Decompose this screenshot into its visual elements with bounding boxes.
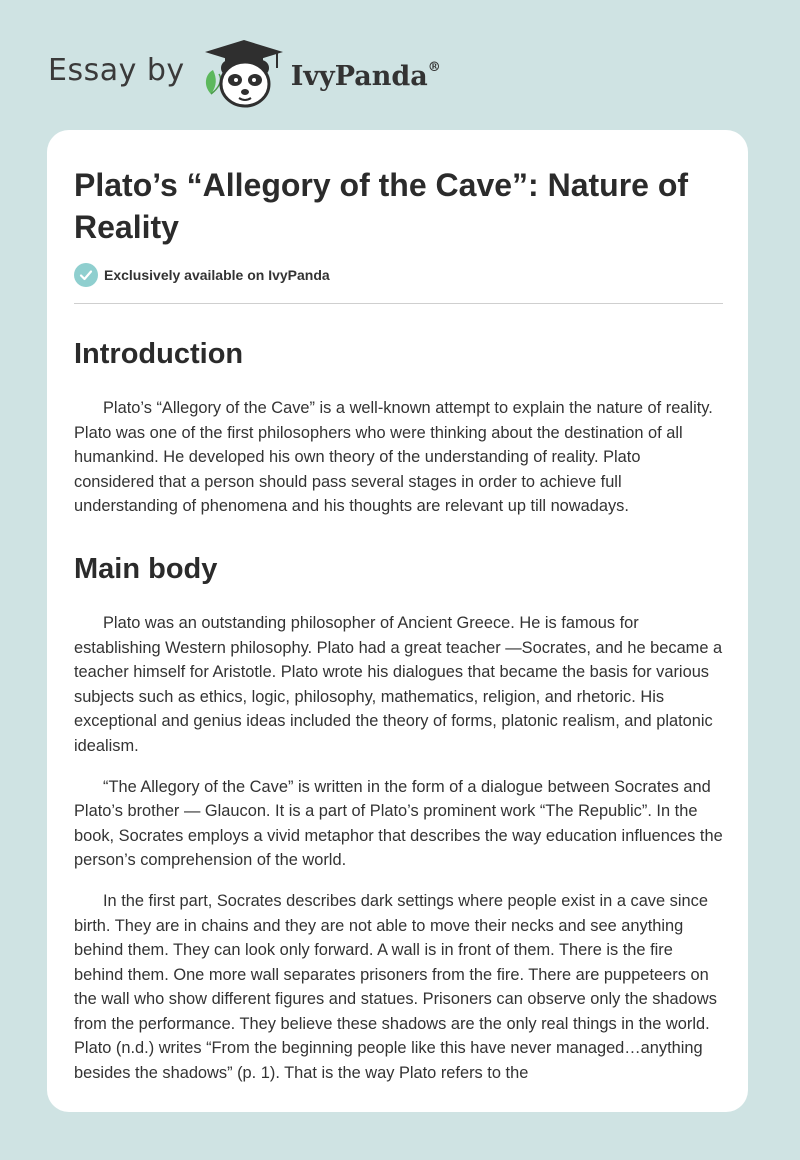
page-title: Plato’s “Allegory of the Cave”: Nature of Reality bbox=[74, 167, 689, 245]
paragraph: “The Allegory of the Cave” is written in the form of a dialogue between Socrates and Plato’s brother — Glaucon. It is a part of Plato’s prominent work “The Republic”. In the book, Socrates employs a vivid metaphor that describes the way education influences the person’s comprehension of the world. bbox=[74, 777, 723, 870]
brand-name[interactable]: IvyPanda® bbox=[290, 60, 441, 92]
paragraph: Plato was an outstanding philosopher of Ancient Greece. He is famous for establishing Western philosophy. Plato had a great teacher —Socrates, and he became a teacher himself for Aristotle. Plato wrote his dialogues that became the basis for various subjects such as ethics, logic, philosophy, mathematics, religion, and rhetoric. His exceptional and genius ideas included the theory of forms, platonic realism, and platonic idealism. bbox=[74, 613, 723, 755]
exclusive-label: Exclusively available on IvyPanda bbox=[104, 267, 330, 283]
essay-body bbox=[74, 320, 723, 1102]
section-introduction bbox=[74, 320, 723, 519]
exclusive-badge bbox=[74, 263, 330, 287]
checkmark-icon bbox=[74, 263, 98, 287]
section-main-body bbox=[74, 535, 723, 1086]
section-heading: Introduction bbox=[74, 338, 244, 370]
paragraph: In the first part, Socrates describes dark settings where people exist in a cave since birth. They are in chains and they are not able to move their necks and see anything behind them. They can look only forward. A wall is in front of them. There is the fire behind them. One more wall separates prisoners from the fire. There are puppeteers on the wall who show different figures and statues. Prisoners can observe only the shadows from the performance. They believe these shadows are the only real things in the world. Plato (n.d.) writes “From the beginning people like this have never managed…anything besides the shadows” (p. 1). That is the way Plato refers to the bbox=[74, 891, 717, 1083]
section-heading: Main body bbox=[74, 552, 218, 585]
panda-logo-icon[interactable] bbox=[199, 36, 289, 108]
essay-card bbox=[47, 130, 748, 1112]
essay-by-label: Essay by bbox=[48, 52, 185, 88]
paragraph: Plato’s “Allegory of the Cave” is a well-known attempt to explain the nature of reality. Plato was one of the first philosophers who were thinking about the destination of all humankind. He developed his own theory of the understanding of reality. Plato considered that a person should pass several stages in order to achieve full understanding of phenomena and his thoughts are relevant up till nowadays. bbox=[74, 399, 713, 516]
registered-mark: ® bbox=[427, 60, 441, 75]
site-header bbox=[48, 36, 568, 108]
divider bbox=[74, 303, 723, 304]
